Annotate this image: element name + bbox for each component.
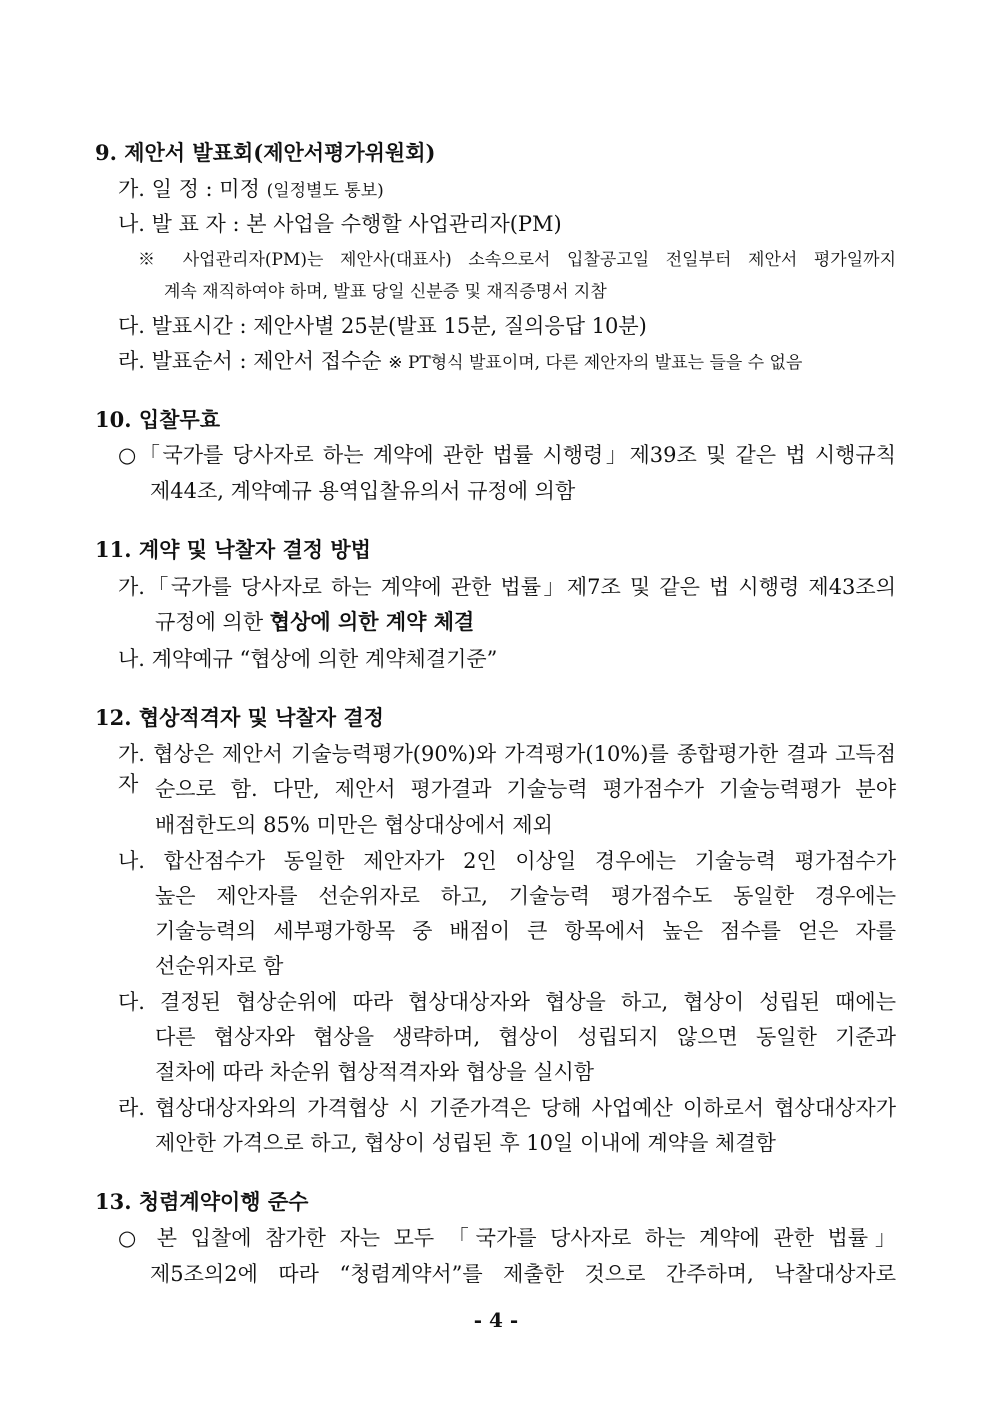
section-11-item-a-line2 — [155, 607, 474, 637]
section-9-item-a — [118, 174, 384, 206]
section-12-item-a-line2: 순으로 함. 다만, 제안서 평가결과 기술능력 평가점수가 기술능력평가 분야 — [155, 777, 896, 801]
section-12-item-b-line4: 선순위자로 함 — [155, 954, 284, 978]
section-9-item-c: 다. 발표시간 : 제안사별 25분(발표 15분, 질의응답 10분) — [118, 314, 647, 338]
section-11-item-a-bold: 협상에 의한 계약 체결 — [269, 609, 475, 634]
section-12-item-c-line3: 절차에 따라 차순위 협상적격자와 협상을 실시함 — [155, 1060, 595, 1084]
section-10-line1: ○「국가를 당사자로 하는 계약에 관한 법률 시행령」제39조 및 같은 법 시행규칙 — [118, 443, 896, 467]
section-12-item-c-line1: 다. 결정된 협상순위에 따라 협상대상자와 협상을 하고, 협상이 성립된 때에는 — [118, 990, 896, 1014]
section-12-item-d-line1: 라. 협상대상자와의 가격협상 시 기준가격은 당해 사업예산 이하로서 협상대상자가 — [118, 1096, 896, 1120]
section-9-item-a-note: (일정별도 통보) — [266, 181, 384, 201]
section-11-title: 11. 계약 및 낙찰자 결정 방법 — [95, 537, 371, 562]
section-9-item-d — [118, 346, 802, 378]
section-9-note-line2: 계속 재직하여야 하며, 발표 당일 신분증 및 재직증명서 지참 — [164, 282, 607, 302]
section-12-item-c-line2: 다른 협상자와 협상을 생략하며, 협상이 성립되지 않으면 동일한 기준과 — [155, 1025, 896, 1049]
section-9-note-line1: ※ 사업관리자(PM)는 제안사(대표사) 소속으로서 입찰공고일 전일부터 제안서 평가일까지 — [138, 250, 896, 270]
section-11-item-a-line2-text: 규정에 의한 — [155, 610, 270, 634]
section-12-item-d-line2: 제안한 가격으로 하고, 협상이 성립된 후 10일 이내에 계약을 체결함 — [155, 1131, 776, 1155]
section-10-line2: 제44조, 계약예규 용역입찰유의서 규정에 의함 — [150, 479, 576, 503]
section-9-title: 9. 제안서 발표회(제안서평가위원회) — [95, 140, 436, 165]
section-12-item-b-line2: 높은 제안자를 선순위자로 하고, 기술능력 평가점수도 동일한 경우에는 — [155, 884, 896, 908]
section-13-title: 13. 청렴계약이행 준수 — [95, 1189, 309, 1214]
section-13-line1: ○ 본 입찰에 참가한 자는 모두 「국가를 당사자로 하는 계약에 관한 법률」 — [118, 1226, 896, 1250]
section-13-line2: 제5조의2에 따라 “청렴계약서”를 제출한 것으로 간주하며, 낙찰대상자로 — [150, 1262, 896, 1286]
section-11-item-b: 나. 계약예규 “협상에 의한 계약체결기준” — [118, 647, 498, 671]
section-9-item-d-text: 라. 발표순서 : 제안서 접수순 — [118, 349, 382, 373]
section-11-item-a-line1: 가.「국가를 당사자로 하는 계약에 관한 법률」제7조 및 같은 법 시행령 제43조의 — [118, 575, 896, 599]
section-9-item-a-text: 가. 일 정 : 미정 — [118, 177, 260, 201]
section-9-item-d-note: ※ PT형식 발표이며, 다른 제안자의 발표는 들을 수 없음 — [388, 353, 803, 373]
section-12-title: 12. 협상적격자 및 낙찰자 결정 — [95, 705, 384, 730]
section-9-item-b: 나. 발 표 자 : 본 사업을 수행할 사업관리자(PM) — [118, 212, 562, 236]
page-number: - 4 - — [473, 1308, 519, 1332]
section-12-item-b-line3: 기술능력의 세부평가항목 중 배점이 큰 항목에서 높은 점수를 얻은 자를 — [155, 919, 896, 943]
section-10-title: 10. 입찰무효 — [95, 407, 220, 432]
section-12-item-a-line3: 배점한도의 85% 미만은 협상대상에서 제외 — [155, 813, 553, 837]
section-12-item-b-line1: 나. 합산점수가 동일한 제안자가 2인 이상일 경우에는 기술능력 평가점수가 — [118, 849, 896, 873]
section-12-item-a-line1: 가. 협상은 제안서 기술능력평가(90%)와 가격평가(10%)를 종합평가한 결과 고득점자 — [118, 742, 896, 796]
